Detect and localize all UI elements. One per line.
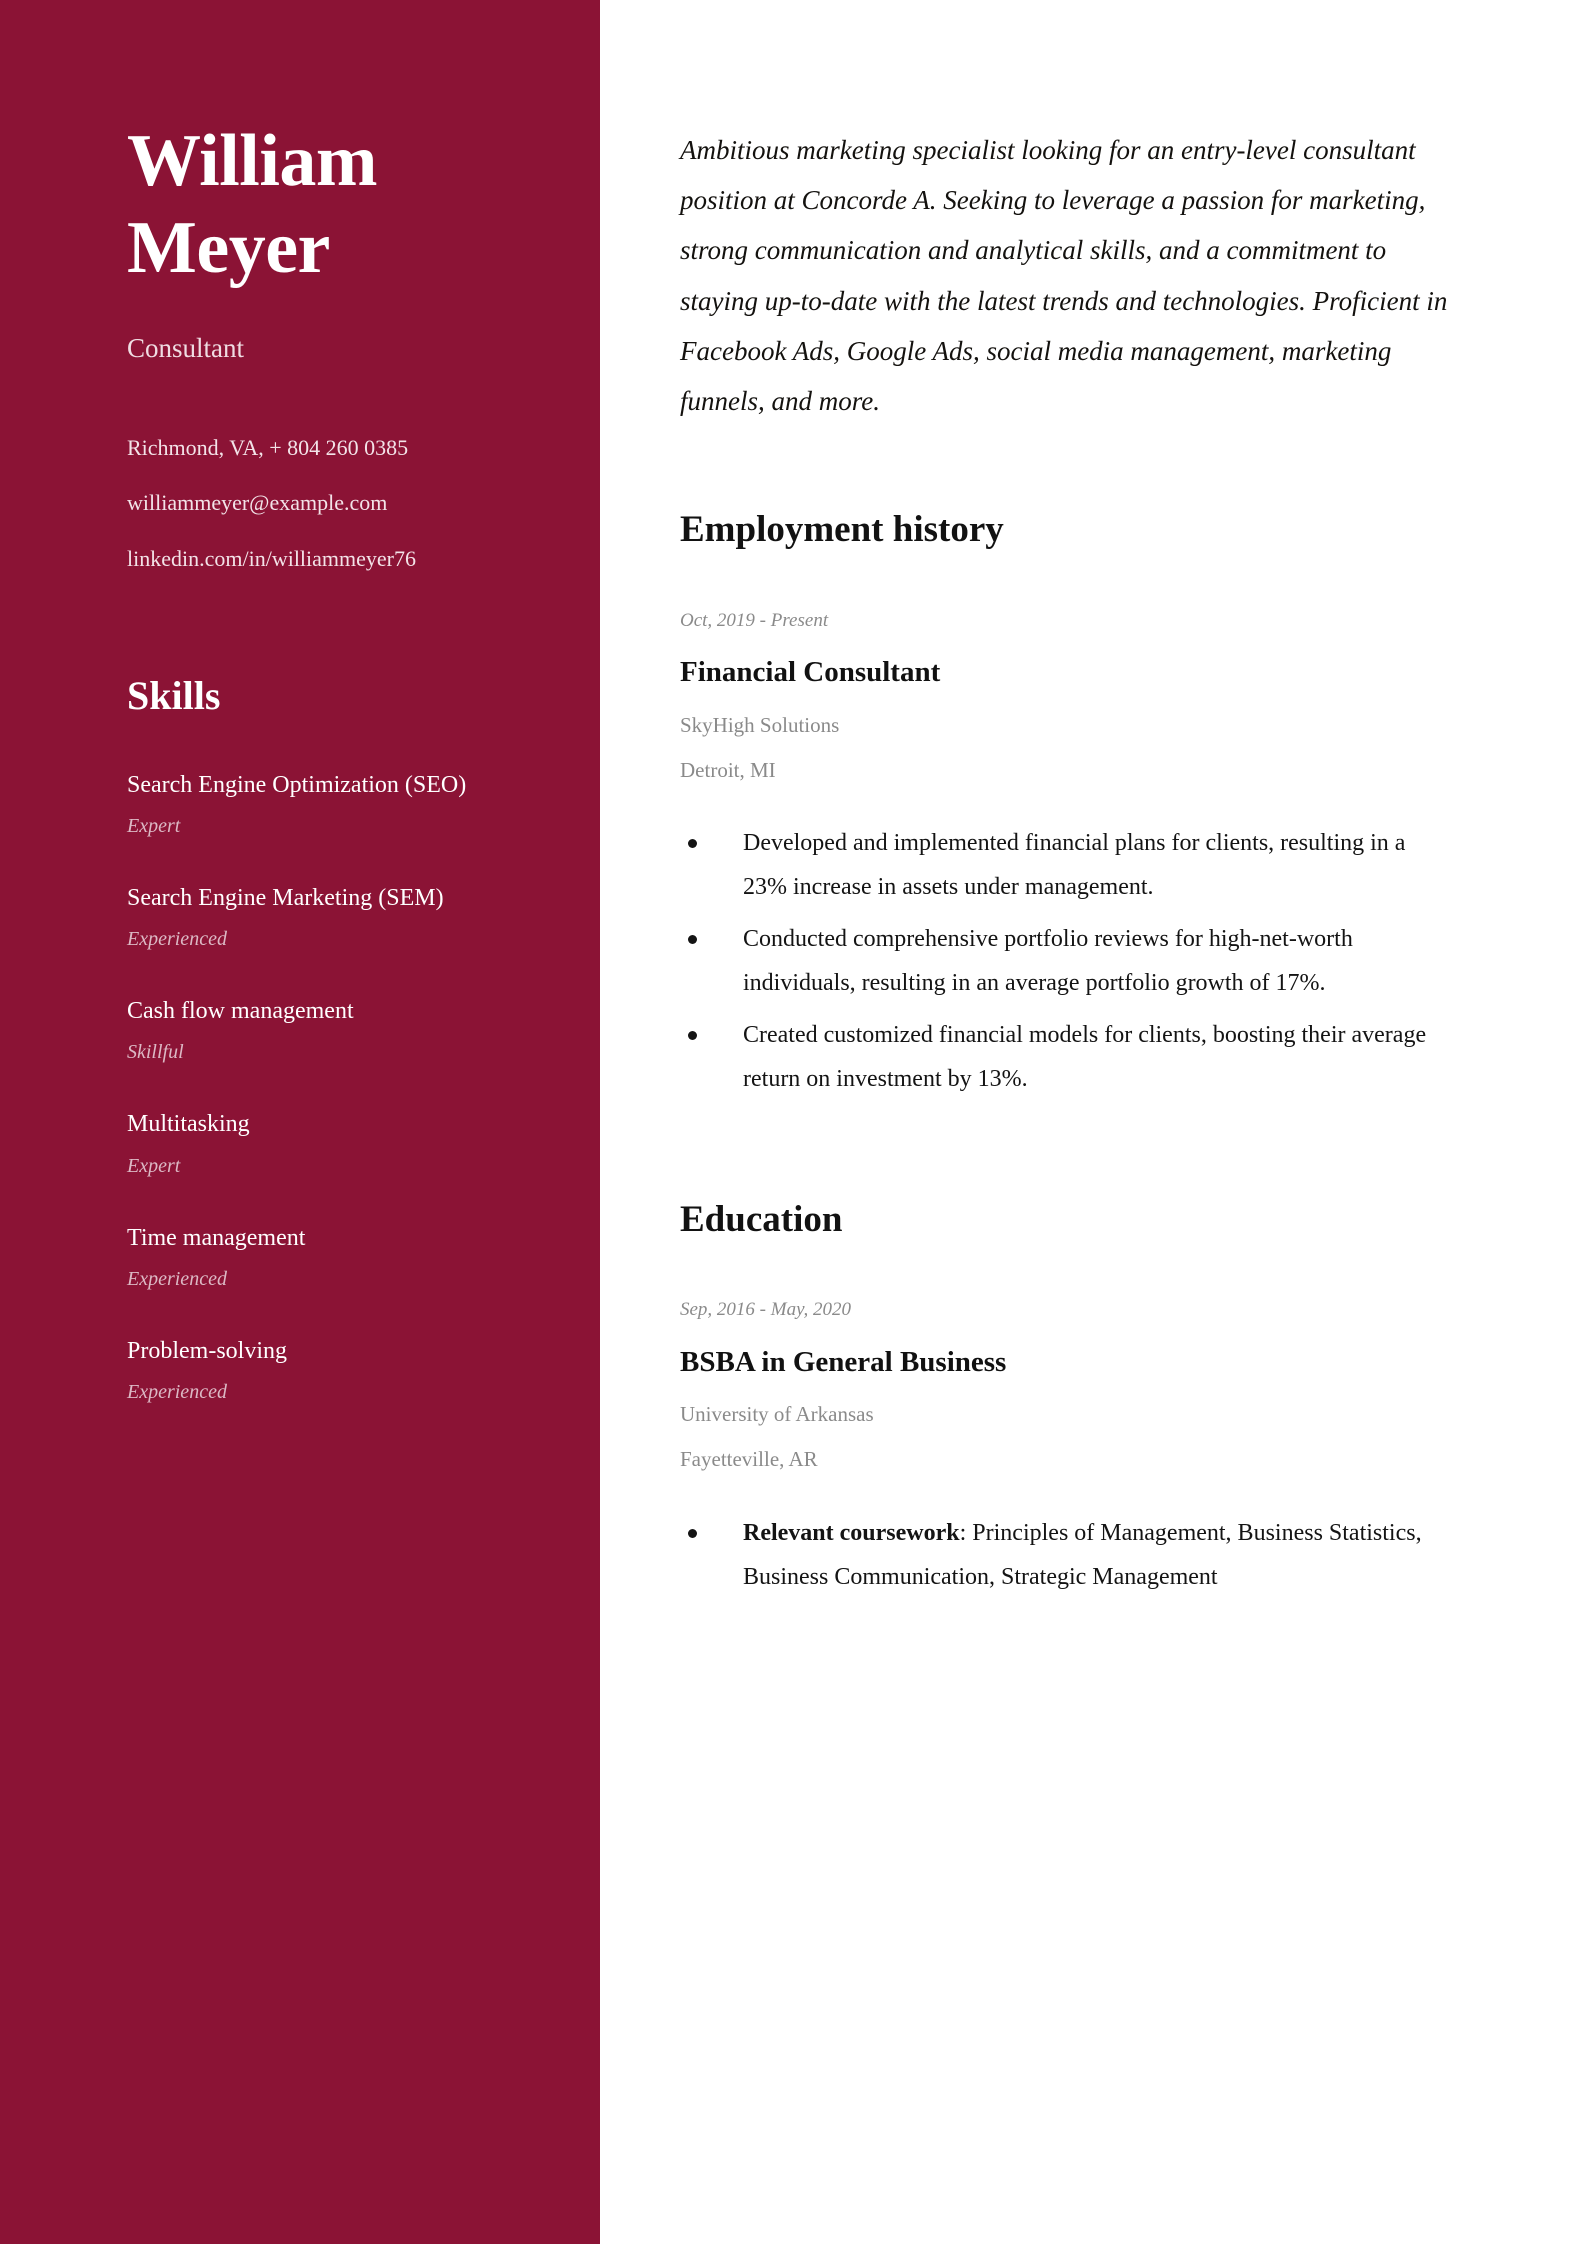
employment-bullet [680,822,1455,910]
employment-bullet-text: Conducted comprehensive portfolio reviews for high-net-worth individuals, resulting in an average portfolio growth of 17%. [743,926,1353,996]
education-bullet-list [680,1512,1455,1600]
contact-location-phone: Richmond, VA, + 804 260 0385 [127,434,409,460]
skill-item [127,1223,530,1292]
education-entry [680,1298,1455,1599]
bullet-dot-icon [688,1031,697,1040]
coursework-text: : Principles of Management, Business Statistics, Business Communication, Strategic Management [743,1519,1422,1590]
candidate-name: William Meyer [127,120,378,290]
skill-level: Experienced [127,1380,227,1403]
employment-job-title: Financial Consultant [680,656,941,689]
coursework-label: Relevant coursework [743,1519,960,1546]
skill-name: Cash flow management [127,998,354,1025]
employment-bullet [680,1014,1455,1102]
skill-level: Skillful [127,1041,184,1064]
employment-company: SkyHigh Solutions [680,712,840,737]
skill-level: Experienced [127,1267,227,1290]
skill-name: Multitasking [127,1111,250,1138]
skill-level: Expert [127,1154,181,1177]
education-degree: BSBA in General Business [680,1345,1007,1378]
bullet-dot-icon [688,1529,697,1538]
employment-location: Detroit, MI [680,757,776,782]
bullet-dot-icon [688,839,697,848]
education-section [680,1198,1455,1600]
contact-block [127,433,530,574]
professional-summary: Ambitious marketing specialist looking for an entry-level consultant position at Concorde A. Seeking to leverage a passion for marketing, strong communication and analytical skills, and a commitment to staying up-to-date with the latest trends and technologies. Proficient in Facebook Ads, Google Ads, social media management, marketing funnels, and more. [680,135,1448,417]
skill-level: Experienced [127,928,227,951]
bullet-dot-icon [688,935,697,944]
employment-bullet-list [680,822,1455,1101]
employment-bullet-text: Developed and implemented financial plans for clients, resulting in a 23% increase in assets under management. [743,830,1406,901]
main-content [600,0,1588,2244]
skills-heading: Skills [127,672,221,718]
education-heading: Education [680,1198,843,1240]
skill-name: Time management [127,1224,306,1251]
contact-linkedin[interactable]: linkedin.com/in/williammeyer76 [127,546,416,572]
employment-entry [680,609,1455,1102]
skill-item [127,770,530,839]
skill-item [127,1336,530,1405]
skill-item [127,1109,530,1178]
skill-item [127,996,530,1065]
skill-level: Expert [127,814,181,837]
skill-item [127,883,530,952]
employment-date: Oct, 2019 - Present [680,609,829,631]
employment-history-heading: Employment history [680,509,1004,551]
education-institution: University of Arkansas [680,1402,874,1426]
skill-name: Search Engine Marketing (SEM) [127,884,444,911]
sidebar [0,0,600,2244]
contact-email[interactable]: williammeyer@example.com [127,490,388,516]
skills-list [127,770,530,1405]
education-location: Fayetteville, AR [680,1447,818,1472]
skill-name: Search Engine Optimization (SEO) [127,771,467,798]
employment-history-section [680,508,1455,1101]
employment-bullet-text: Created customized financial models for clients, boosting their average return on investment by 13%. [743,1021,1427,1092]
skill-name: Problem-solving [127,1337,287,1364]
education-bullet [680,1512,1455,1600]
employment-bullet [680,918,1455,1006]
education-date: Sep, 2016 - May, 2020 [680,1299,851,1321]
candidate-job-title: Consultant [127,332,245,363]
